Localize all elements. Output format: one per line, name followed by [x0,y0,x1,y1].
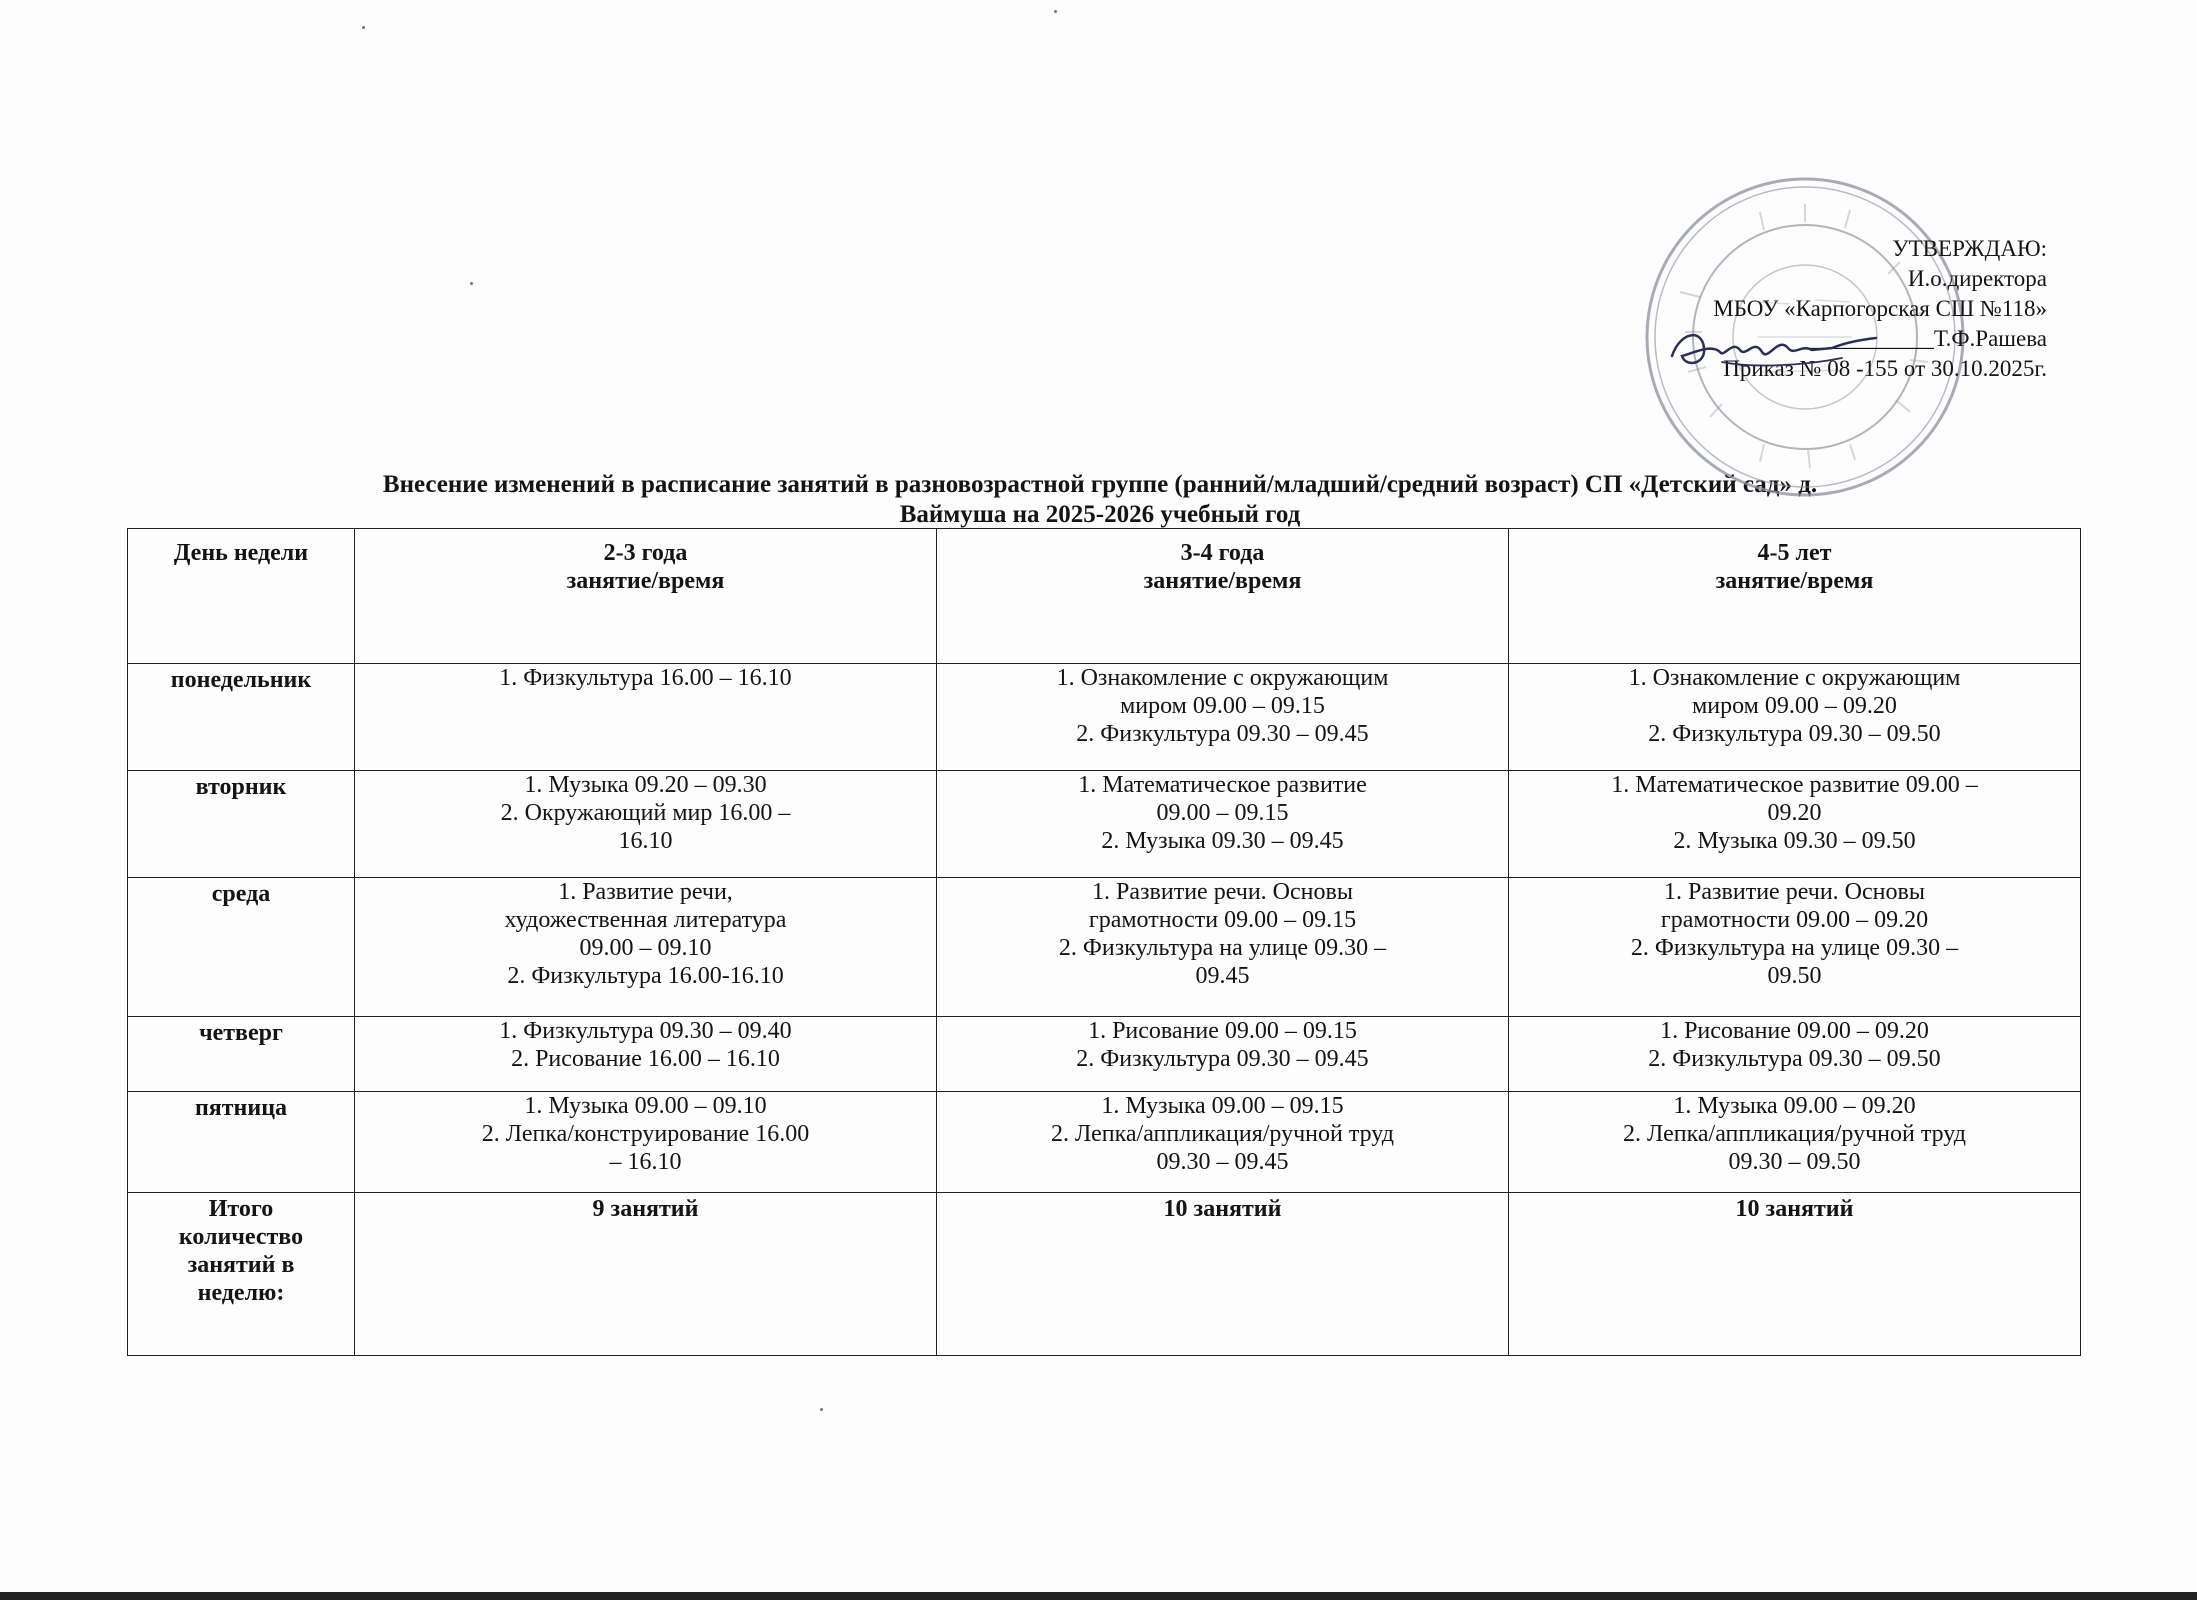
lesson-line: 1. Рисование 09.00 – 09.20 [1660,1018,1929,1044]
scan-speck [470,282,473,285]
document-title-line-1: Внесение изменений в расписание занятий в разновозрастной группе (ранний/младший/средний возраст) СП «Детский сад» д. [382,471,1818,498]
scan-speck [362,26,365,29]
lesson-line: 2. Лепка/аппликация/ручной труд [1050,1121,1395,1147]
lesson-line: 2. Рисование 16.00 – 16.10 [511,1046,780,1072]
lesson-line: 1. Ознакомление с окружающим [1628,665,1961,691]
day-cell: пятница [128,1092,355,1193]
day-cell: среда [128,878,355,1017]
lesson-line: 16.10 [618,828,673,854]
approval-signatory: ___________Т.Ф.Рашева [1807,326,2047,351]
header-sub: занятие/время [566,568,725,594]
approval-order: Приказ № 08 -155 от 30.10.2025г. [1723,356,2047,381]
cell-group-4-5 [1509,771,2081,878]
total-group-3-4: 10 занятий [937,1193,1509,1356]
header-age: 3-4 года [1180,540,1265,566]
lesson-line: 2. Физкультура 09.30 – 09.45 [1076,1046,1369,1072]
lesson-line: 2. Музыка 09.30 – 09.45 [1101,828,1344,854]
lesson-line: 2. Физкультура на улице 09.30 – [1630,935,1959,961]
lesson-line: 09.50 [1767,963,1822,989]
cell-group-2-3 [355,878,937,1017]
lesson-line: 1. Математическое развитие [1078,772,1367,798]
lesson-line: грамотности 09.00 – 09.20 [1660,907,1929,933]
scan-edge [0,1592,2197,1600]
lesson-line: 1. Развитие речи. Основы [1092,879,1353,905]
lesson-line: грамотности 09.00 – 09.15 [1088,907,1357,933]
table-row-monday [128,664,2081,771]
lesson-line: миром 09.00 – 09.20 [1692,693,1897,719]
approval-position: И.о.директора [1907,266,2047,291]
lesson-line: 2. Физкультура 09.30 – 09.50 [1648,721,1941,747]
lesson-line: 2. Физкультура на улице 09.30 – [1058,935,1387,961]
lesson-line: 1. Ознакомление с окружающим [1056,665,1389,691]
lesson-line: 09.00 – 09.10 [579,935,712,961]
header-age: 4-5 лет [1757,540,1832,566]
header-sub: занятие/время [1143,568,1302,594]
cell-group-3-4 [937,771,1509,878]
scan-speck [820,1408,823,1411]
header-group-2-3 [355,529,937,664]
lesson-line: 1. Музыка 09.00 – 09.10 [524,1093,767,1119]
lesson-line: 09.45 [1195,963,1250,989]
day-cell: понедельник [128,664,355,771]
lesson-line: 2. Музыка 09.30 – 09.50 [1673,828,1916,854]
header-group-3-4 [937,529,1509,664]
approval-organization: МБОУ «Карпогорская СШ №118» [1713,296,2047,321]
cell-group-2-3 [355,1092,937,1193]
cell-group-3-4 [937,878,1509,1017]
cell-group-4-5 [1509,878,2081,1017]
header-group-4-5 [1509,529,2081,664]
header-age: 2-3 года [603,540,688,566]
lesson-line: 1. Музыка 09.00 – 09.20 [1673,1093,1916,1119]
signature-image [1662,318,1892,378]
cell-group-4-5 [1509,664,2081,771]
total-label-cell [128,1193,355,1356]
lesson-line: 1. Физкультура 09.30 – 09.40 [499,1018,792,1044]
cell-group-3-4 [937,664,1509,771]
table-header-row [128,529,2081,664]
day-cell: вторник [128,771,355,878]
lesson-line: 2. Физкультура 16.00-16.10 [507,963,784,989]
lesson-line: 1. Музыка 09.20 – 09.30 [524,772,767,798]
lesson-line: 2. Лепка/аппликация/ручной труд [1622,1121,1967,1147]
lesson-line: 1. Музыка 09.00 – 09.15 [1101,1093,1344,1119]
total-label-line: занятий в [187,1252,295,1278]
lesson-line: 1. Математическое развитие 09.00 – [1611,772,1978,798]
table-row-wednesday [128,878,2081,1017]
day-cell: четверг [128,1017,355,1092]
table-row-tuesday [128,771,2081,878]
cell-group-2-3 [355,664,937,771]
cell-group-2-3 [355,1017,937,1092]
cell-group-3-4 [937,1017,1509,1092]
lesson-line: 2. Окружающий мир 16.00 – [500,800,791,826]
lesson-line: 1. Физкультура 16.00 – 16.10 [499,665,792,691]
lesson-line: 1. Развитие речи, [558,879,733,905]
lesson-line: 2. Физкультура 09.30 – 09.45 [1076,721,1369,747]
lesson-line: миром 09.00 – 09.15 [1120,693,1325,719]
header-sub: занятие/время [1715,568,1874,594]
lesson-line: 1. Развитие речи. Основы [1664,879,1925,905]
header-day: День недели [128,529,355,664]
lesson-line: художественная литература [504,907,787,933]
lesson-line: 2. Лепка/конструирование 16.00 [481,1121,810,1147]
lesson-line: 1. Рисование 09.00 – 09.15 [1088,1018,1357,1044]
table-row-friday [128,1092,2081,1193]
lesson-line: 09.30 – 09.45 [1156,1149,1289,1175]
table-row-total [128,1193,2081,1356]
lesson-line: 2. Физкультура 09.30 – 09.50 [1648,1046,1941,1072]
total-group-2-3: 9 занятий [355,1193,937,1356]
schedule-table [127,528,2081,1356]
scan-speck [1054,10,1057,13]
total-group-4-5: 10 занятий [1509,1193,2081,1356]
table-row-thursday [128,1017,2081,1092]
lesson-line: – 16.10 [609,1149,682,1175]
cell-group-4-5 [1509,1092,2081,1193]
cell-group-2-3 [355,771,937,878]
total-label-line: неделю: [197,1280,285,1306]
document-title-line-2: Ваймуша на 2025-2026 учебный год [899,501,1301,528]
lesson-line: 09.30 – 09.50 [1728,1149,1861,1175]
total-label-line: Итого [208,1196,274,1222]
approval-heading: УТВЕРЖДАЮ: [1892,236,2047,261]
cell-group-3-4 [937,1092,1509,1193]
total-label-line: количество [178,1224,304,1250]
cell-group-4-5 [1509,1017,2081,1092]
lesson-line: 09.00 – 09.15 [1156,800,1289,826]
lesson-line: 09.20 [1767,800,1822,826]
